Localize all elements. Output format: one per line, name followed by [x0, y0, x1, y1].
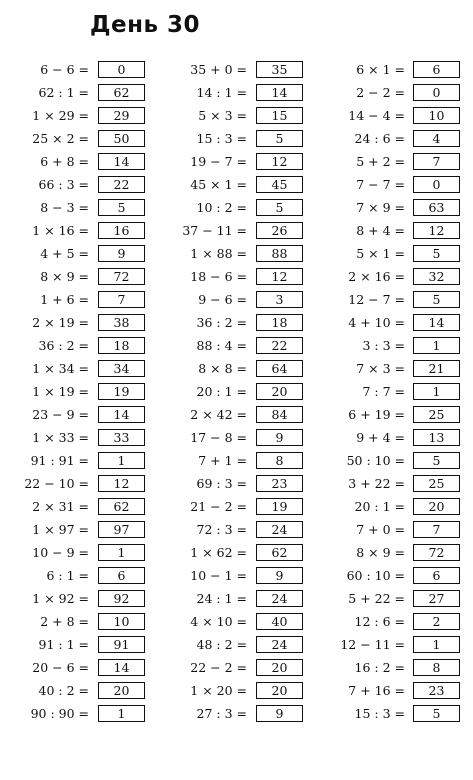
equation-expression: 14 − 4 =	[348, 108, 405, 123]
answer-box: 5	[413, 245, 460, 262]
answer-box: 35	[256, 61, 303, 78]
equation-expression: 2 × 16 =	[348, 269, 405, 284]
answer-box: 88	[256, 245, 303, 262]
answer-box: 32	[413, 268, 460, 285]
equation-expression: 91 : 91 =	[30, 453, 89, 468]
answer-box: 5	[413, 291, 460, 308]
equation-expression: 1 + 6 =	[40, 292, 89, 307]
equation-expression: 22 − 2 =	[190, 660, 247, 675]
answer-box: 5	[413, 705, 460, 722]
answer-box: 63	[413, 199, 460, 216]
answer-box: 7	[413, 153, 460, 170]
equation-expression: 1 × 29 =	[32, 108, 89, 123]
answer-box: 0	[98, 61, 145, 78]
answer-box: 62	[98, 84, 145, 101]
equation-expression: 10 − 1 =	[190, 568, 247, 583]
equation-expression: 23 − 9 =	[32, 407, 89, 422]
equation-expression: 91 : 1 =	[38, 637, 89, 652]
answer-box: 1	[98, 705, 145, 722]
answer-box: 25	[413, 475, 460, 492]
equation-expression: 10 : 2 =	[196, 200, 247, 215]
equation-expression: 2 + 8 =	[40, 614, 89, 629]
equation-expression: 6 × 1 =	[356, 62, 405, 77]
equation-expression: 20 : 1 =	[196, 384, 247, 399]
answer-box: 2	[413, 613, 460, 630]
answer-box: 20	[256, 659, 303, 676]
equation-expression: 1 × 97 =	[32, 522, 89, 537]
equation-expression: 4 + 5 =	[40, 246, 89, 261]
equation-expression: 69 : 3 =	[196, 476, 247, 491]
equation-expression: 66 : 3 =	[38, 177, 89, 192]
equation-expression: 6 + 8 =	[40, 154, 89, 169]
answer-box: 97	[98, 521, 145, 538]
answer-box: 26	[256, 222, 303, 239]
equation-expression: 18 − 6 =	[190, 269, 247, 284]
answer-box: 14	[98, 153, 145, 170]
equation-expression: 36 : 2 =	[38, 338, 89, 353]
answer-box: 5	[98, 199, 145, 216]
answer-box: 38	[98, 314, 145, 331]
answer-box: 14	[413, 314, 460, 331]
answer-box: 12	[98, 475, 145, 492]
equation-expression: 7 × 9 =	[356, 200, 405, 215]
answer-box: 7	[98, 291, 145, 308]
answer-box: 0	[413, 84, 460, 101]
answer-box: 34	[98, 360, 145, 377]
answer-box: 21	[413, 360, 460, 377]
answer-box: 12	[413, 222, 460, 239]
answer-box: 9	[98, 245, 145, 262]
equation-expression: 20 − 6 =	[32, 660, 89, 675]
equation-expression: 19 − 7 =	[190, 154, 247, 169]
equation-expression: 7 × 3 =	[356, 361, 405, 376]
answer-box: 23	[413, 682, 460, 699]
equation-expression: 7 + 16 =	[348, 683, 405, 698]
equation-expression: 8 − 3 =	[40, 200, 89, 215]
answer-box: 0	[413, 176, 460, 193]
answer-box: 20	[413, 498, 460, 515]
equation-expression: 72 : 3 =	[196, 522, 247, 537]
equation-expression: 22 − 10 =	[24, 476, 89, 491]
answer-box: 45	[256, 176, 303, 193]
answer-box: 20	[98, 682, 145, 699]
answer-box: 16	[98, 222, 145, 239]
answer-box: 4	[413, 130, 460, 147]
equation-expression: 17 − 8 =	[190, 430, 247, 445]
answer-box: 72	[413, 544, 460, 561]
answer-box: 12	[256, 268, 303, 285]
equation-expression: 5 × 3 =	[198, 108, 247, 123]
answer-box: 33	[98, 429, 145, 446]
answer-box: 84	[256, 406, 303, 423]
answer-box: 6	[413, 567, 460, 584]
equation-expression: 2 × 31 =	[32, 499, 89, 514]
equation-expression: 90 : 90 =	[30, 706, 89, 721]
answer-box: 6	[413, 61, 460, 78]
equation-expression: 1 × 19 =	[32, 384, 89, 399]
equation-expression: 4 + 10 =	[348, 315, 405, 330]
equation-expression: 1 × 34 =	[32, 361, 89, 376]
equation-expression: 1 × 33 =	[32, 430, 89, 445]
equation-expression: 36 : 2 =	[196, 315, 247, 330]
equation-expression: 21 − 2 =	[190, 499, 247, 514]
answer-box: 50	[98, 130, 145, 147]
answer-box: 13	[413, 429, 460, 446]
equation-expression: 5 + 2 =	[356, 154, 405, 169]
equation-expression: 15 : 3 =	[196, 131, 247, 146]
answer-box: 64	[256, 360, 303, 377]
equation-expression: 25 × 2 =	[32, 131, 89, 146]
equation-expression: 88 : 4 =	[196, 338, 247, 353]
answer-box: 24	[256, 590, 303, 607]
equation-expression: 3 + 22 =	[348, 476, 405, 491]
answer-box: 9	[256, 705, 303, 722]
equation-expression: 8 + 4 =	[356, 223, 405, 238]
equation-expression: 3 : 3 =	[362, 338, 405, 353]
equation-expression: 9 − 6 =	[198, 292, 247, 307]
equation-expression: 6 + 19 =	[348, 407, 405, 422]
equation-expression: 7 − 7 =	[356, 177, 405, 192]
answer-box: 1	[98, 544, 145, 561]
answer-box: 1	[413, 383, 460, 400]
answer-box: 18	[98, 337, 145, 354]
answer-box: 20	[256, 383, 303, 400]
answer-box: 91	[98, 636, 145, 653]
answer-box: 10	[413, 107, 460, 124]
equation-expression: 1 × 92 =	[32, 591, 89, 606]
answer-box: 5	[256, 199, 303, 216]
answer-box: 5	[256, 130, 303, 147]
equation-expression: 1 × 88 =	[190, 246, 247, 261]
equation-expression: 2 × 42 =	[190, 407, 247, 422]
equation-expression: 37 − 11 =	[182, 223, 247, 238]
answer-box: 9	[256, 567, 303, 584]
answer-box: 19	[256, 498, 303, 515]
answer-box: 1	[413, 636, 460, 653]
equation-expression: 8 × 8 =	[198, 361, 247, 376]
equation-expression: 7 + 0 =	[356, 522, 405, 537]
answer-box: 7	[413, 521, 460, 538]
answer-box: 12	[256, 153, 303, 170]
answer-box: 1	[413, 337, 460, 354]
equation-expression: 7 : 7 =	[362, 384, 405, 399]
equation-expression: 12 : 6 =	[354, 614, 405, 629]
equation-expression: 6 : 1 =	[46, 568, 89, 583]
answer-box: 6	[98, 567, 145, 584]
equation-expression: 12 − 7 =	[348, 292, 405, 307]
answer-box: 72	[98, 268, 145, 285]
equation-expression: 2 × 19 =	[32, 315, 89, 330]
answer-box: 24	[256, 521, 303, 538]
equation-expression: 5 + 22 =	[348, 591, 405, 606]
answer-box: 5	[413, 452, 460, 469]
equation-expression: 35 + 0 =	[190, 62, 247, 77]
answer-box: 14	[256, 84, 303, 101]
answer-box: 25	[413, 406, 460, 423]
equation-expression: 2 − 2 =	[356, 85, 405, 100]
answer-box: 23	[256, 475, 303, 492]
answer-box: 10	[98, 613, 145, 630]
equation-expression: 9 + 4 =	[356, 430, 405, 445]
answer-box: 27	[413, 590, 460, 607]
equation-expression: 40 : 2 =	[38, 683, 89, 698]
equation-expression: 6 − 6 =	[40, 62, 89, 77]
equation-expression: 24 : 6 =	[354, 131, 405, 146]
equation-expression: 62 : 1 =	[38, 85, 89, 100]
answer-box: 29	[98, 107, 145, 124]
equation-expression: 1 × 16 =	[32, 223, 89, 238]
equation-expression: 24 : 1 =	[196, 591, 247, 606]
answer-box: 8	[413, 659, 460, 676]
answer-box: 8	[256, 452, 303, 469]
equation-expression: 45 × 1 =	[190, 177, 247, 192]
answer-box: 22	[98, 176, 145, 193]
answer-box: 19	[98, 383, 145, 400]
answer-box: 22	[256, 337, 303, 354]
equation-expression: 27 : 3 =	[196, 706, 247, 721]
equation-expression: 16 : 2 =	[354, 660, 405, 675]
equation-expression: 14 : 1 =	[196, 85, 247, 100]
answer-box: 24	[256, 636, 303, 653]
equation-expression: 1 × 20 =	[190, 683, 247, 698]
answer-box: 62	[98, 498, 145, 515]
answer-box: 9	[256, 429, 303, 446]
equation-expression: 5 × 1 =	[356, 246, 405, 261]
answer-box: 15	[256, 107, 303, 124]
equation-expression: 8 × 9 =	[356, 545, 405, 560]
equation-expression: 7 + 1 =	[198, 453, 247, 468]
answer-box: 14	[98, 659, 145, 676]
answer-box: 40	[256, 613, 303, 630]
equation-expression: 4 × 10 =	[190, 614, 247, 629]
equation-expression: 1 × 62 =	[190, 545, 247, 560]
answer-box: 14	[98, 406, 145, 423]
equation-expression: 50 : 10 =	[346, 453, 405, 468]
page-title: День 30	[90, 12, 201, 38]
equation-expression: 60 : 10 =	[346, 568, 405, 583]
answer-box: 1	[98, 452, 145, 469]
equation-expression: 10 − 9 =	[32, 545, 89, 560]
equation-expression: 48 : 2 =	[196, 637, 247, 652]
equation-expression: 20 : 1 =	[354, 499, 405, 514]
answer-box: 3	[256, 291, 303, 308]
equation-expression: 8 × 9 =	[40, 269, 89, 284]
equation-expression: 12 − 11 =	[340, 637, 405, 652]
answer-box: 62	[256, 544, 303, 561]
answer-box: 18	[256, 314, 303, 331]
equation-expression: 15 : 3 =	[354, 706, 405, 721]
answer-box: 92	[98, 590, 145, 607]
answer-box: 20	[256, 682, 303, 699]
